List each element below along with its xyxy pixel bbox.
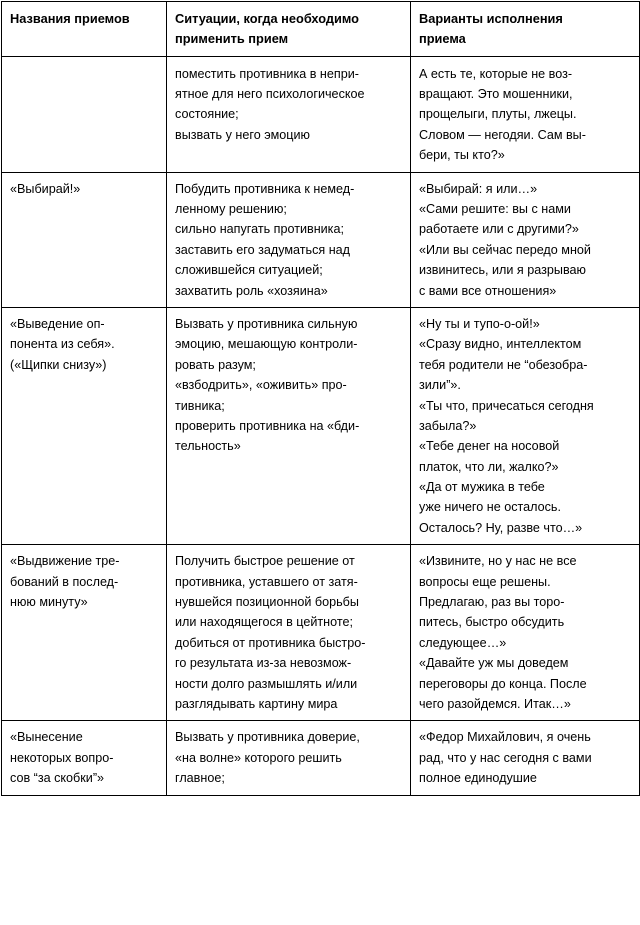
cell-situation <box>167 56 411 172</box>
table-header <box>2 2 640 57</box>
text-line: полное единодушие <box>419 771 537 786</box>
document-page <box>0 1 640 925</box>
situation-lines <box>175 314 403 457</box>
text-line: вопросы еще решены. <box>419 574 551 589</box>
cell-technique-name <box>2 172 167 307</box>
text-line: зили”». <box>419 378 461 393</box>
text-line: Вызвать у противника сильную <box>175 316 358 331</box>
cell-situation <box>167 721 411 795</box>
text-line: или находящегося в цейтноте; <box>175 615 353 630</box>
text-line: работаете или с другими?» <box>419 222 579 237</box>
cell-situation <box>167 172 411 307</box>
text-line: Получить быстрое решение от <box>175 554 355 569</box>
text-line: добиться от противника быстро- <box>175 635 366 650</box>
text-line: А есть те, которые не воз- <box>419 66 573 81</box>
technique-name-lines <box>10 179 159 199</box>
text-line: некоторых вопро- <box>10 750 114 765</box>
situation-lines <box>175 179 403 301</box>
table-body <box>2 56 640 795</box>
variants-lines <box>419 314 632 538</box>
variants-lines <box>419 727 632 788</box>
text-line: го результата из-за невозмож- <box>175 656 352 671</box>
text-line: «Вынесение <box>10 730 83 745</box>
text-line: («Щипки снизу») <box>10 357 107 372</box>
text-line: с вами все отношения» <box>419 283 557 298</box>
table-row <box>2 56 640 172</box>
text-line: «Выведение оп- <box>10 316 105 331</box>
column-header-names-line-1: Названия приемов <box>10 11 130 26</box>
text-line: «Тебе денег на носовой <box>419 439 560 454</box>
text-line: Осталось? Ну, разве что…» <box>419 520 583 535</box>
text-line: нувшейся позиционной борьбы <box>175 595 359 610</box>
text-line: сильно напугать противника; <box>175 222 344 237</box>
technique-name-lines <box>10 551 159 612</box>
text-line: Вызвать у противника доверие, <box>175 730 360 745</box>
text-line: «взбодрить», «оживить» про- <box>175 378 347 393</box>
column-header-names <box>2 2 167 57</box>
text-line: следующее…» <box>419 635 507 650</box>
text-line: сложившейся ситуацией; <box>175 263 323 278</box>
text-line: захватить роль «хозяина» <box>175 283 328 298</box>
text-line: «Извините, но у нас не все <box>419 554 577 569</box>
text-line: «Да от мужика в тебе <box>419 480 545 495</box>
cell-technique-name <box>2 307 167 544</box>
text-line: разглядывать картину мира <box>175 696 338 711</box>
table-header-row <box>2 2 640 57</box>
table-row <box>2 545 640 721</box>
cell-situation <box>167 307 411 544</box>
text-line: рад, что у нас сегодня с вами <box>419 750 592 765</box>
text-line: ленному решению; <box>175 202 287 216</box>
text-line: главное; <box>175 771 225 786</box>
cell-variants <box>411 56 640 172</box>
text-line: ятное для него психологическое <box>175 87 365 102</box>
variants-lines <box>419 64 632 166</box>
text-line: тивника; <box>175 398 225 413</box>
text-line: поместить противника в непри- <box>175 66 359 81</box>
text-line: состояние; <box>175 107 239 122</box>
situation-lines <box>175 64 403 146</box>
text-line: ности долго размышлять и/или <box>175 676 358 691</box>
cell-variants <box>411 307 640 544</box>
text-line: Словом — негодяи. Сам вы- <box>419 127 586 142</box>
variants-lines <box>419 179 632 301</box>
text-line: забыла?» <box>419 418 477 433</box>
cell-variants <box>411 721 640 795</box>
text-line: проверить противника на «бди- <box>175 418 360 433</box>
text-line: нюю минуту» <box>10 595 88 610</box>
text-line: «Давайте уж мы доведем <box>419 656 569 671</box>
cell-variants <box>411 545 640 721</box>
text-line: понента из себя». <box>10 337 115 352</box>
text-line: противника, уставшего от затя- <box>175 574 358 589</box>
text-line: «Сами решите: вы с нами <box>419 202 571 216</box>
situation-lines <box>175 551 403 714</box>
text-line: платок, что ли, жалко?» <box>419 459 559 474</box>
text-line: тельность» <box>175 439 241 454</box>
technique-name-lines <box>10 314 159 375</box>
text-line: вращают. Это мошенники, <box>419 87 573 102</box>
tactics-table <box>1 1 640 796</box>
text-line: «Или вы сейчас передо мной <box>419 242 591 257</box>
column-header-variants-line-1: Варианты исполнения <box>419 11 563 26</box>
text-line: Побудить противника к немед- <box>175 181 355 196</box>
cell-technique-name <box>2 545 167 721</box>
text-line: Предлагаю, раз вы торо- <box>419 595 565 610</box>
cell-situation <box>167 545 411 721</box>
column-header-variants <box>411 2 640 57</box>
column-header-situations-line-2: применить прием <box>175 30 289 46</box>
text-line: «Ну ты и тупо-о-ой!» <box>419 316 540 331</box>
column-header-situations-line-1: Ситуации, когда необходимо <box>175 11 359 26</box>
text-line: вызвать у него эмоцию <box>175 127 310 142</box>
text-line: «Федор Михайлович, я очень <box>419 730 591 745</box>
text-line: питесь, быстро обсудить <box>419 615 565 630</box>
situation-lines <box>175 727 403 788</box>
cell-technique-name <box>2 721 167 795</box>
text-line: «Ты что, причесаться сегодня <box>419 398 594 413</box>
variants-lines <box>419 551 632 714</box>
text-line: сов “за скобки”» <box>10 771 105 786</box>
text-line: прощелыги, плуты, лжецы. <box>419 107 577 122</box>
text-line: бери, ты кто?» <box>419 148 505 163</box>
column-header-situations <box>167 2 411 57</box>
text-line: «Сразу видно, интеллектом <box>419 337 582 352</box>
cell-variants <box>411 172 640 307</box>
text-line: чего разойдемся. Итак…» <box>419 696 571 711</box>
text-line: тебя родители не “обезобра- <box>419 357 588 372</box>
text-line: уже ничего не осталось. <box>419 500 561 515</box>
text-line: бований в послед- <box>10 574 119 589</box>
text-line: ровать разум; <box>175 357 256 372</box>
text-line: «Выбирай: я или…» <box>419 181 538 196</box>
text-line: извинитесь, или я разрываю <box>419 263 586 278</box>
text-line: заставить его задуматься над <box>175 242 351 257</box>
text-line: «Выбирай!» <box>10 181 81 196</box>
technique-name-lines <box>10 727 159 788</box>
cell-technique-name <box>2 56 167 172</box>
column-header-variants-line-2: приема <box>419 30 466 46</box>
text-line: переговоры до конца. После <box>419 676 587 691</box>
text-line: «Выдвижение тре- <box>10 554 120 569</box>
table-row <box>2 721 640 795</box>
table-row <box>2 172 640 307</box>
text-line: эмоцию, мешающую контроли- <box>175 337 358 352</box>
table-row <box>2 307 640 544</box>
text-line: «на волне» которого решить <box>175 750 342 765</box>
